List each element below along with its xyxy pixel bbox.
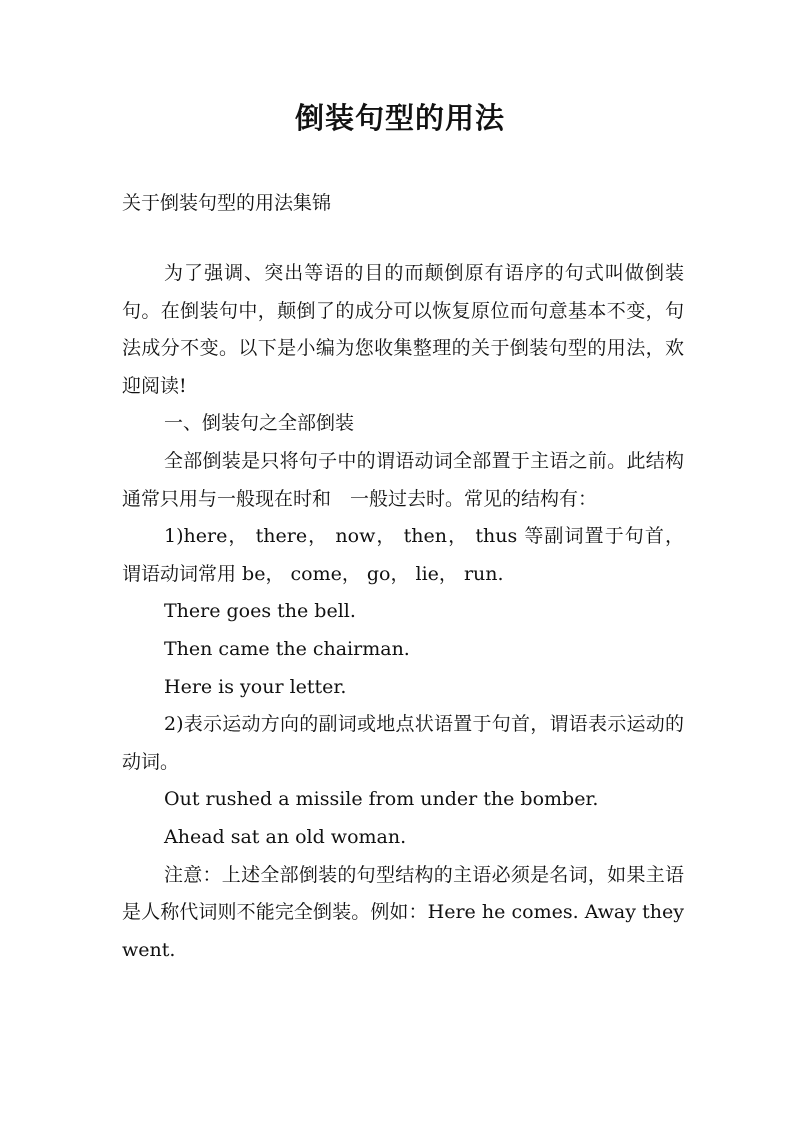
paragraph-intro: 为了强调、突出等语的目的而颠倒原有语序的句式叫做倒装句。在倒装句中，颠倒了的成分可以恢复原位而句意基本不变，句法成分不变。以下是小编为您收集整理的关于倒装句型的用法，欢迎阅读! [122, 262, 684, 397]
paragraph-full-inversion: 全部倒装是只将句子中的谓语动词全部置于主语之前。此结构通常只用与一般现在时和 一般过去时。常见的结构有： [122, 449, 684, 510]
paragraph-note: 注意：上述全部倒装的句型结构的主语必须是名词，如果主语是人称代词则不能完全倒装。例如：Here he comes. Away they went. [122, 863, 684, 961]
section-heading-full-inversion: 一、倒装句之全部倒装 [164, 412, 355, 435]
document-subtitle: 关于倒装句型的用法集锦 [122, 192, 332, 214]
example-sentence-5: Ahead sat an old woman. [164, 825, 407, 848]
rule-item-2: 2)表示运动方向的副词或地点状语置于句首，谓语表示运动的动词。 [122, 713, 684, 773]
document-title: 倒装句型的用法 [294, 101, 505, 135]
rule-item-1: 1)here， there， now， then， thus 等副词置于句首， 谓语动词常用 be， come， go， lie， run. [122, 525, 684, 585]
example-sentence-2: Then came the chairman. [164, 637, 410, 660]
example-sentence-4: Out rushed a missile from under the bomber. [164, 788, 599, 811]
example-sentence-1: There goes the bell. [164, 600, 356, 623]
example-sentence-3: Here is your letter. [164, 675, 347, 698]
document-body [122, 255, 684, 969]
